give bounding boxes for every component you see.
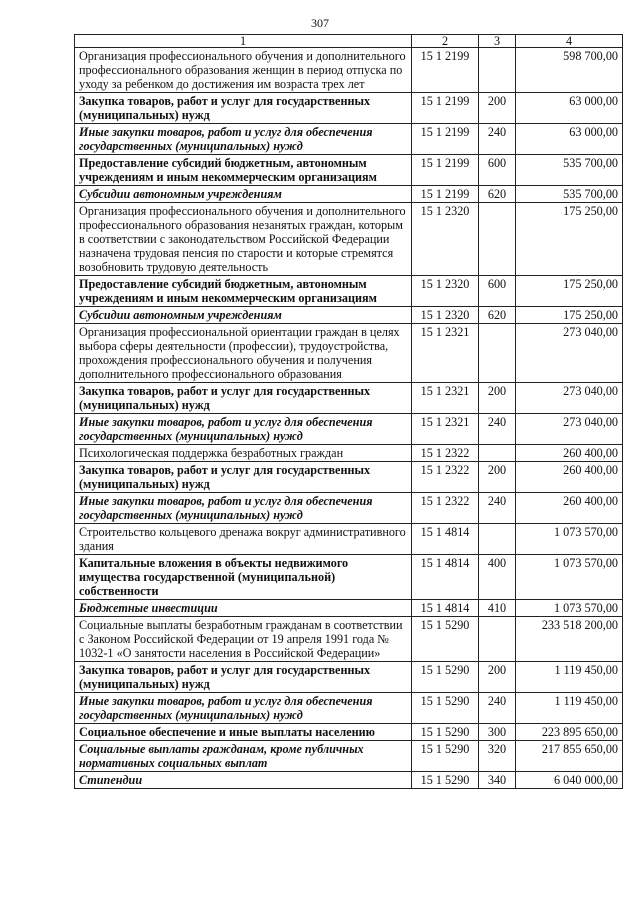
row-code-cell: 15 1 5290 [412, 662, 479, 693]
row-code-cell: 15 1 5290 [412, 772, 479, 789]
row-amount-cell: 233 518 200,00 [516, 617, 623, 662]
table-row [75, 307, 623, 324]
row-amount-cell: 273 040,00 [516, 383, 623, 414]
column-header-name: 1 [75, 35, 412, 48]
row-code-cell: 15 1 2320 [412, 307, 479, 324]
row-kind-cell: 200 [479, 662, 516, 693]
row-kind-cell [479, 445, 516, 462]
page-number: 307 [311, 16, 329, 30]
row-name-cell: Бюджетные инвестиции [75, 600, 412, 617]
row-amount-cell: 175 250,00 [516, 203, 623, 276]
row-code-cell: 15 1 2321 [412, 383, 479, 414]
row-kind-cell [479, 617, 516, 662]
row-amount-cell: 1 073 570,00 [516, 555, 623, 600]
row-kind-cell: 620 [479, 186, 516, 203]
row-amount-cell: 6 040 000,00 [516, 772, 623, 789]
table-row [75, 617, 623, 662]
table-row [75, 693, 623, 724]
row-code-cell: 15 1 5290 [412, 741, 479, 772]
table-row [75, 600, 623, 617]
table-header-row [75, 35, 623, 48]
row-name-cell: Организация профессионального обучения и дополнительного профессионального образования женщин в период отпуска по уходу за ребенком до достижения им возраста трех лет [75, 48, 412, 93]
row-amount-cell: 217 855 650,00 [516, 741, 623, 772]
column-header-amount: 4 [516, 35, 623, 48]
row-name-cell: Иные закупки товаров, работ и услуг для обеспечения государственных (муниципальных) нужд [75, 124, 412, 155]
row-kind-cell: 320 [479, 741, 516, 772]
table-row [75, 324, 623, 383]
row-name-cell: Иные закупки товаров, работ и услуг для обеспечения государственных (муниципальных) нужд [75, 693, 412, 724]
row-name-cell: Социальные выплаты гражданам, кроме публичных нормативных социальных выплат [75, 741, 412, 772]
row-kind-cell [479, 524, 516, 555]
row-amount-cell: 223 895 650,00 [516, 724, 623, 741]
row-kind-cell: 240 [479, 493, 516, 524]
table-row [75, 155, 623, 186]
row-kind-cell: 200 [479, 93, 516, 124]
table-row [75, 93, 623, 124]
row-code-cell: 15 1 2322 [412, 493, 479, 524]
row-amount-cell: 260 400,00 [516, 462, 623, 493]
row-name-cell: Капитальные вложения в объекты недвижимого имущества государственной (муниципальной) собственности [75, 555, 412, 600]
column-header-kind: 3 [479, 35, 516, 48]
column-header-code: 2 [412, 35, 479, 48]
row-code-cell: 15 1 2322 [412, 445, 479, 462]
table-row [75, 524, 623, 555]
row-amount-cell: 273 040,00 [516, 414, 623, 445]
table-row [75, 724, 623, 741]
row-code-cell: 15 1 5290 [412, 693, 479, 724]
row-amount-cell: 175 250,00 [516, 276, 623, 307]
table-row [75, 203, 623, 276]
row-code-cell: 15 1 4814 [412, 600, 479, 617]
row-name-cell: Закупка товаров, работ и услуг для государственных (муниципальных) нужд [75, 462, 412, 493]
row-kind-cell: 600 [479, 276, 516, 307]
row-kind-cell: 240 [479, 124, 516, 155]
row-kind-cell: 340 [479, 772, 516, 789]
table-row [75, 445, 623, 462]
row-code-cell: 15 1 2320 [412, 203, 479, 276]
row-kind-cell: 620 [479, 307, 516, 324]
row-name-cell: Психологическая поддержка безработных граждан [75, 445, 412, 462]
row-name-cell: Иные закупки товаров, работ и услуг для обеспечения государственных (муниципальных) нужд [75, 493, 412, 524]
table-row [75, 414, 623, 445]
row-code-cell: 15 1 2321 [412, 414, 479, 445]
row-code-cell: 15 1 2199 [412, 48, 479, 93]
row-code-cell: 15 1 2199 [412, 93, 479, 124]
row-kind-cell: 600 [479, 155, 516, 186]
row-name-cell: Стипендии [75, 772, 412, 789]
row-amount-cell: 1 073 570,00 [516, 524, 623, 555]
row-name-cell: Закупка товаров, работ и услуг для государственных (муниципальных) нужд [75, 662, 412, 693]
table-row [75, 741, 623, 772]
row-code-cell: 15 1 2199 [412, 124, 479, 155]
row-code-cell: 15 1 5290 [412, 617, 479, 662]
row-amount-cell: 535 700,00 [516, 155, 623, 186]
row-code-cell: 15 1 2320 [412, 276, 479, 307]
row-kind-cell: 200 [479, 383, 516, 414]
row-name-cell: Организация профессиональной ориентации граждан в целях выбора сферы деятельности (профессии), трудоустройства, прохождения профессионального обучения и получения дополнительного профессионального образования [75, 324, 412, 383]
row-kind-cell: 410 [479, 600, 516, 617]
row-kind-cell: 240 [479, 414, 516, 445]
row-amount-cell: 260 400,00 [516, 493, 623, 524]
row-name-cell: Социальные выплаты безработным гражданам в соответствии с Законом Российской Федерации от 19 апреля 1991 года № 1032-1 «О занятости населения в Российской Федерации» [75, 617, 412, 662]
table-row [75, 772, 623, 789]
budget-table [74, 34, 623, 789]
row-kind-cell: 400 [479, 555, 516, 600]
row-name-cell: Иные закупки товаров, работ и услуг для обеспечения государственных (муниципальных) нужд [75, 414, 412, 445]
table-row [75, 462, 623, 493]
row-code-cell: 15 1 4814 [412, 555, 479, 600]
row-amount-cell: 260 400,00 [516, 445, 623, 462]
row-code-cell: 15 1 2322 [412, 462, 479, 493]
table-body [75, 48, 623, 789]
table-row [75, 662, 623, 693]
row-kind-cell [479, 324, 516, 383]
row-kind-cell: 240 [479, 693, 516, 724]
row-amount-cell: 598 700,00 [516, 48, 623, 93]
table-row [75, 555, 623, 600]
row-code-cell: 15 1 5290 [412, 724, 479, 741]
row-name-cell: Предоставление субсидий бюджетным, автономным учреждениям и иным некоммерческим организациям [75, 155, 412, 186]
row-code-cell: 15 1 2199 [412, 155, 479, 186]
table-row [75, 493, 623, 524]
row-name-cell: Строительство кольцевого дренажа вокруг административного здания [75, 524, 412, 555]
row-name-cell: Организация профессионального обучения и дополнительного профессионального образования незанятых граждан, которым в соответствии с законодательством Российской Федерации назначена трудовая пенсия по старости и которые стремятся возобновить трудовую деятельность [75, 203, 412, 276]
row-amount-cell: 273 040,00 [516, 324, 623, 383]
row-amount-cell: 175 250,00 [516, 307, 623, 324]
row-kind-cell: 200 [479, 462, 516, 493]
row-amount-cell: 63 000,00 [516, 124, 623, 155]
table-row [75, 48, 623, 93]
row-amount-cell: 1 119 450,00 [516, 662, 623, 693]
row-name-cell: Предоставление субсидий бюджетным, автономным учреждениям и иным некоммерческим организациям [75, 276, 412, 307]
table-row [75, 124, 623, 155]
row-code-cell: 15 1 4814 [412, 524, 479, 555]
row-amount-cell: 1 119 450,00 [516, 693, 623, 724]
table-row [75, 186, 623, 203]
table-row [75, 383, 623, 414]
table-row [75, 276, 623, 307]
row-name-cell: Закупка товаров, работ и услуг для государственных (муниципальных) нужд [75, 93, 412, 124]
row-kind-cell [479, 203, 516, 276]
row-amount-cell: 63 000,00 [516, 93, 623, 124]
row-kind-cell: 300 [479, 724, 516, 741]
row-name-cell: Социальное обеспечение и иные выплаты населению [75, 724, 412, 741]
row-amount-cell: 1 073 570,00 [516, 600, 623, 617]
row-code-cell: 15 1 2199 [412, 186, 479, 203]
row-name-cell: Субсидии автономным учреждениям [75, 186, 412, 203]
row-name-cell: Субсидии автономным учреждениям [75, 307, 412, 324]
row-amount-cell: 535 700,00 [516, 186, 623, 203]
row-code-cell: 15 1 2321 [412, 324, 479, 383]
row-kind-cell [479, 48, 516, 93]
row-name-cell: Закупка товаров, работ и услуг для государственных (муниципальных) нужд [75, 383, 412, 414]
